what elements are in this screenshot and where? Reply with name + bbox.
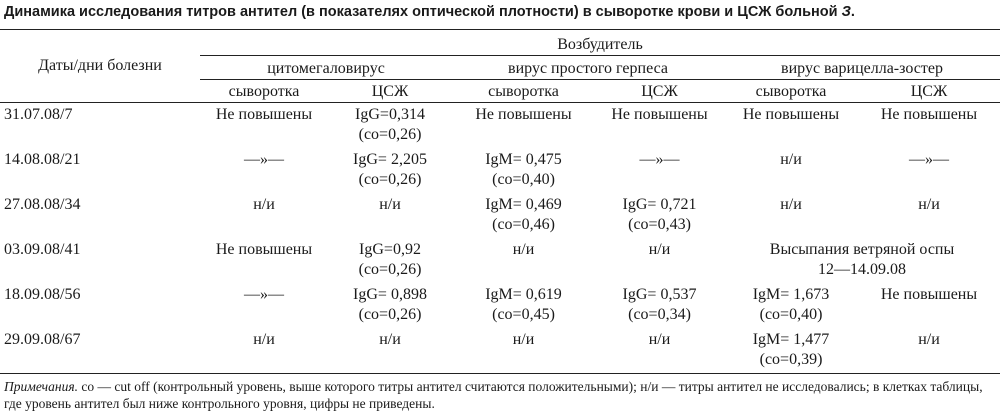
header-pathogen: Возбудитель [200,30,1000,56]
subheader-csf: ЦСЖ [595,80,724,103]
table-row [0,283,1000,328]
merged-note-line: Высыпания ветряной оспы [769,241,955,258]
cell-value: н/и [918,331,940,348]
cell-value: н/и [253,196,275,213]
cell-cmv-csf [328,238,452,283]
cell-vzv-csf [858,328,1000,374]
cell-value: Не повышены [880,286,978,303]
cell-value: н/и [379,196,401,213]
cell-vzv-serum [724,193,858,238]
cell-cutoff: (co=0,34) [628,306,691,323]
subheader-serum: сыворотка [452,80,595,103]
cell-value: Не повышены [880,106,978,123]
table-title-patient: З [841,4,851,20]
cell-cmv-serum [200,103,328,149]
cell-cmv-csf [328,103,452,149]
cell-value: IgG=0,314 [355,106,425,123]
cell-cutoff: (co=0,46) [492,216,555,233]
date-day-cell: 18.09.08/56 [4,286,81,303]
cell-value: Не повышены [611,106,708,123]
cell-vzv-serum [724,103,858,149]
cell-cmv-serum [200,148,328,193]
cell-cutoff: (co=0,26) [358,171,422,188]
cell-cutoff: (co=0,43) [628,216,691,233]
cell-value: —»— [909,151,949,168]
cell-hsv-serum [452,148,595,193]
table-row [0,328,1000,374]
cell-cmv-serum [200,283,328,328]
note-text: со — cut off (контрольный уровень, выше которого титры антител считаются положительными); н/и — титры антител не исследовались; в клетках таблицы, где уровень антител был ниже контрольного уровня, цифры не приведены. [4,379,983,411]
table-row [0,103,1000,149]
cell-vzv-csf [858,103,1000,149]
cell-hsv-csf [595,193,724,238]
note-label: Примечания. [4,379,78,394]
cell-value: н/и [648,241,671,258]
cell-value: н/и [780,196,802,213]
cell-cutoff: (co=0,26) [358,261,422,278]
antibody-titer-table [0,29,1000,374]
cell-value: Не повышены [215,241,313,258]
cell-vzv-serum [724,328,858,374]
table-note [4,378,998,412]
cell-cutoff: (co=0,45) [492,306,555,323]
cell-value: IgM= 1,477 [752,331,830,348]
cell-cutoff: (co=0,39) [759,351,823,368]
cell-value: IgG=0,92 [359,241,421,258]
date-day-cell: 14.08.08/21 [4,151,81,168]
cell-value: IgM= 1,673 [752,286,830,303]
cell-value: н/и [648,331,671,348]
subheader-csf: ЦСЖ [858,80,1000,103]
table-title-text: Динамика исследования титров антител (в показателях оптической плотности) в сыворотке крови и ЦСЖ больной [4,4,842,20]
header-pathogen-hsv: вирус простого герпеса [452,56,724,80]
cell-hsv-csf [595,103,724,149]
table-title [4,2,999,22]
cell-hsv-serum [452,193,595,238]
subheader-serum: сыворотка [200,80,328,103]
date-day-cell: 03.09.08/41 [4,241,81,258]
cell-value: IgM= 0,475 [485,151,562,168]
cell-hsv-csf [595,148,724,193]
cell-value: IgM= 0,469 [485,196,562,213]
subheader-csf: ЦСЖ [328,80,452,103]
cell-value: н/и [512,331,535,348]
cell-value: н/и [379,331,401,348]
cell-value: Не повышены [742,106,840,123]
merged-note-line: 12—14.09.08 [818,261,906,278]
cell-vzv-csf [858,193,1000,238]
cell-value: —»— [639,151,680,168]
cell-cutoff: (co=0,26) [358,306,422,323]
cell-vzv-merged-note [724,238,1000,283]
cell-hsv-csf [595,238,724,283]
cell-hsv-serum [452,283,595,328]
cell-value: Не повышены [215,106,313,123]
cell-value: н/и [512,241,535,258]
cell-vzv-serum [724,283,858,328]
table-row [0,238,1000,283]
cell-cmv-csf [328,148,452,193]
cell-value: —»— [244,286,284,303]
table-row [0,148,1000,193]
date-day-cell: 27.08.08/34 [4,196,81,213]
cell-cmv-serum [200,238,328,283]
cell-hsv-serum [452,328,595,374]
cell-hsv-csf [595,283,724,328]
cell-value: н/и [253,331,275,348]
cell-value: —»— [244,151,284,168]
subheader-serum: сыворотка [724,80,858,103]
cell-value: IgG= 0,721 [622,196,697,213]
cell-hsv-serum [452,238,595,283]
header-pathogen-vzv: вирус варицелла-зостер [724,56,1000,80]
header-pathogen-cmv: цитомегаловирус [200,56,452,80]
cell-value: IgM= 0,619 [485,286,562,303]
data-table-wrapper [0,29,1000,374]
cell-cmv-serum [200,193,328,238]
cell-value: IgG= 0,537 [622,286,697,303]
cell-value: н/и [918,196,940,213]
cell-cmv-serum [200,328,328,374]
header-dates: Даты/дни болезни [0,30,200,103]
cell-value: Не повышены [475,106,572,123]
cell-cutoff: (co=0,26) [358,126,422,143]
cell-cutoff: (co=0,40) [492,171,555,188]
cell-cmv-csf [328,283,452,328]
cell-vzv-csf [858,148,1000,193]
table-row [0,193,1000,238]
cell-value: IgG= 2,205 [353,151,427,168]
cell-vzv-csf [858,283,1000,328]
cell-cmv-csf [328,328,452,374]
date-day-cell: 29.09.08/67 [0,328,200,374]
table-title-end: . [850,4,855,20]
date-day-cell: 31.07.08/7 [4,106,73,123]
cell-hsv-csf [595,328,724,374]
cell-value: IgG= 0,898 [353,286,427,303]
cell-cmv-csf [328,193,452,238]
cell-value: н/и [780,151,802,168]
cell-cutoff: (co=0,40) [759,306,823,323]
cell-hsv-serum [452,103,595,149]
cell-vzv-serum [724,148,858,193]
